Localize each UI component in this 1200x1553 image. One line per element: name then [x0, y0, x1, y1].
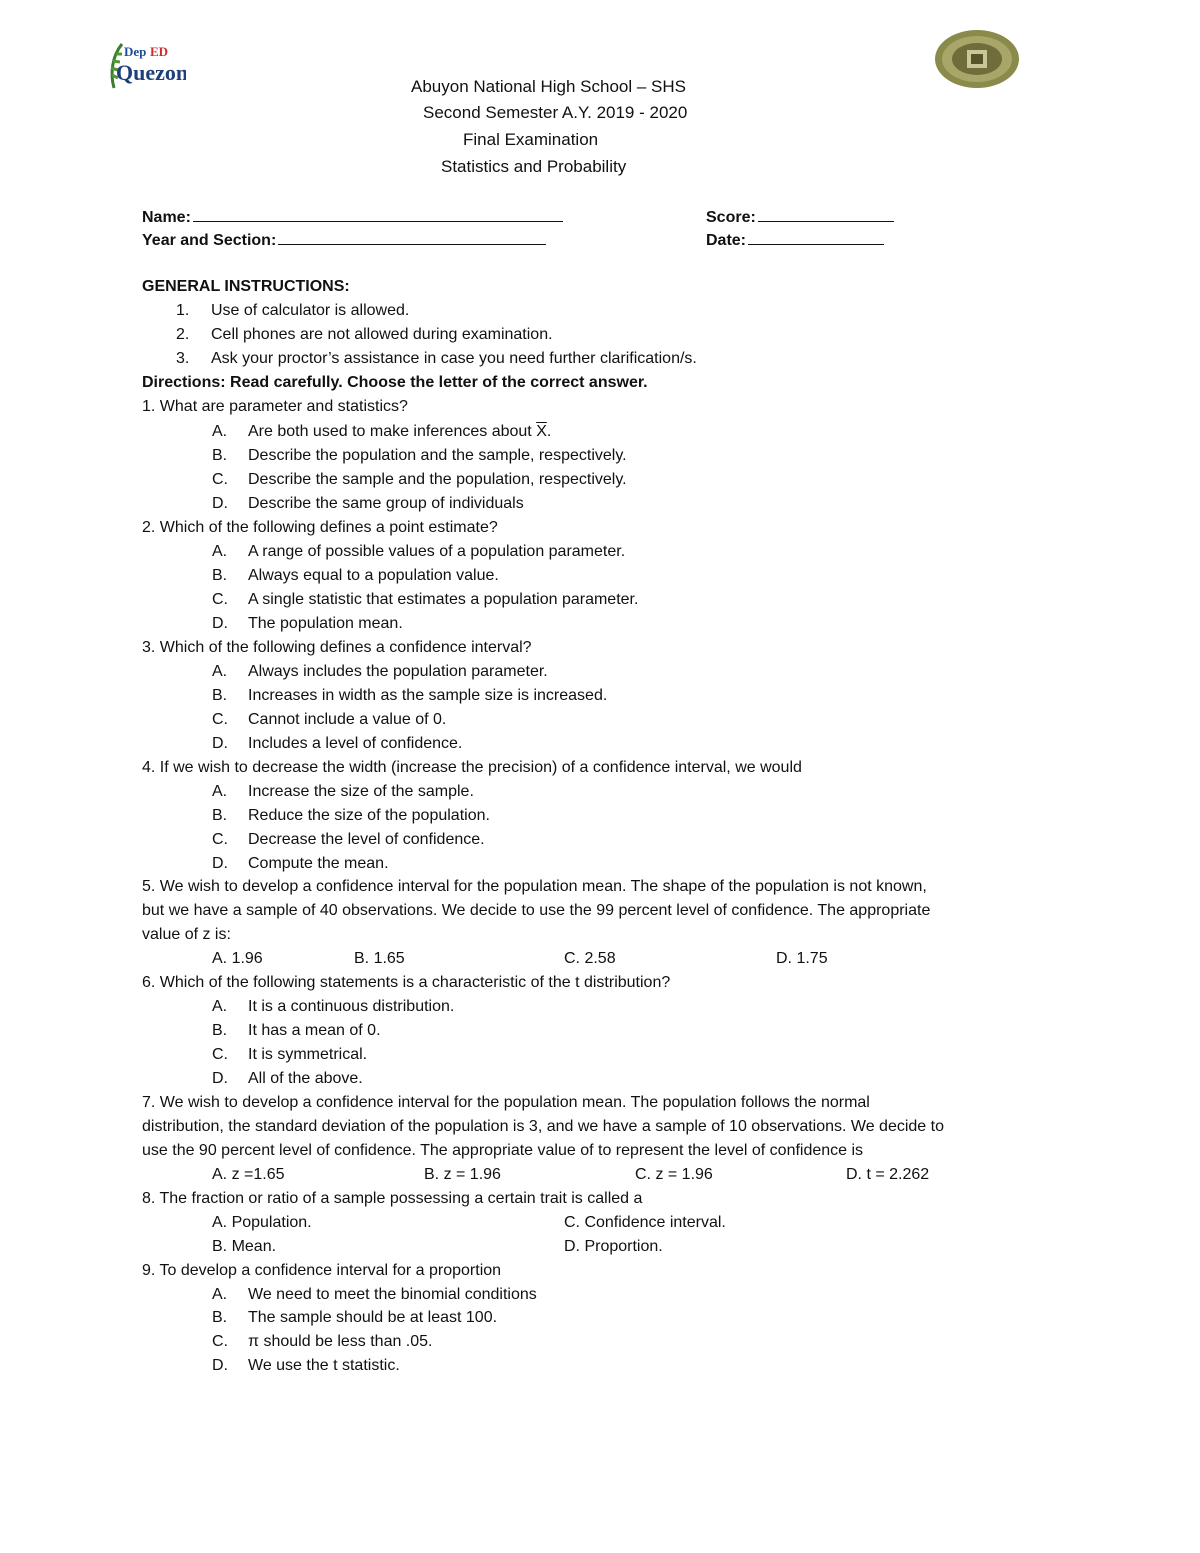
score-blank[interactable]	[758, 205, 894, 222]
inline-choice[interactable]: D. t = 2.262	[846, 1166, 930, 1183]
school-seal-logo	[933, 28, 1021, 90]
choice-item[interactable]: C. A single statistic that estimates a population parameter.	[212, 591, 639, 608]
instruction-item: 1. Use of calculator is allowed.	[176, 302, 410, 319]
score-field[interactable]	[706, 205, 894, 229]
inline-choice[interactable]: A. z =1.65	[212, 1166, 285, 1183]
choice-item[interactable]: B. Increases in width as the sample size is increased.	[212, 687, 608, 704]
choice-item[interactable]: A. Always includes the population parameter.	[212, 663, 548, 680]
instruction-item: 2. Cell phones are not allowed during examination.	[176, 326, 553, 343]
question-stem-line: use the 90 percent level of confidence. The appropriate value of to represent the level of confidence is	[142, 1142, 864, 1159]
year-section-field[interactable]	[142, 228, 546, 252]
grid-choice[interactable]: B. Mean.	[212, 1238, 277, 1255]
choice-item[interactable]: D. Includes a level of confidence.	[212, 735, 463, 752]
name-field[interactable]	[142, 205, 563, 229]
year-section-label: Year and Section:	[142, 232, 277, 249]
grid-choice[interactable]: A. Population.	[212, 1214, 312, 1231]
inline-choice[interactable]: C. 2.58	[564, 950, 616, 967]
directions: Directions: Read carefully. Choose the letter of the correct answer.	[142, 374, 648, 391]
choice-item[interactable]: B. Always equal to a population value.	[212, 567, 499, 584]
choice-item[interactable]: C. Describe the sample and the population, respectively.	[212, 471, 627, 488]
inline-choice[interactable]: C. z = 1.96	[635, 1166, 713, 1183]
choice-item[interactable]: D. All of the above.	[212, 1070, 363, 1087]
instructions-title: GENERAL INSTRUCTIONS:	[142, 278, 350, 295]
choice-item[interactable]: A. A range of possible values of a population parameter.	[212, 543, 626, 560]
question-stem-line: 7. We wish to develop a confidence interval for the population mean. The population follows the normal	[142, 1094, 870, 1111]
name-label: Name:	[142, 209, 191, 226]
exam-title: Final Examination	[463, 130, 599, 149]
inline-choice[interactable]: B. z = 1.96	[424, 1166, 501, 1183]
inline-choice[interactable]: B. 1.65	[354, 950, 405, 967]
x-bar-symbol: $\overline{X}$	[536, 423, 547, 440]
choice-item[interactable]: D. The population mean.	[212, 615, 403, 632]
choice-item[interactable]: B. The sample should be at least 100.	[212, 1309, 498, 1326]
date-label: Date:	[706, 232, 747, 249]
question-stem: 4. If we wish to decrease the width (increase the precision) of a confidence interval, we would	[142, 759, 802, 776]
question-stem: 3. Which of the following defines a confidence interval?	[142, 639, 532, 656]
choice-item[interactable]: A. It is a continuous distribution.	[212, 998, 455, 1015]
choice-item[interactable]: B. It has a mean of 0.	[212, 1022, 381, 1039]
question-stem: 8. The fraction or ratio of a sample possessing a certain trait is called a	[142, 1190, 643, 1207]
question-stem: 6. Which of the following statements is a characteristic of the t distribution?	[142, 974, 671, 991]
semester-line: Second Semester A.Y. 2019 - 2020	[423, 103, 688, 122]
score-label: Score:	[706, 209, 756, 226]
name-blank[interactable]	[193, 205, 563, 222]
grid-choice[interactable]: C. Confidence interval.	[564, 1214, 726, 1231]
choice-item[interactable]: A. Are both used to make inferences about $\overline{X}$.	[212, 423, 552, 440]
question-stem-line: but we have a sample of 40 observations. We decide to use the 99 percent level of confidence. The appropriate	[142, 902, 931, 919]
year-section-blank[interactable]	[278, 228, 546, 245]
subject-title: Statistics and Probability	[441, 157, 627, 176]
school-name: Abuyon National High School – SHS	[411, 77, 686, 96]
choice-item[interactable]: B. Reduce the size of the population.	[212, 807, 490, 824]
choice-item[interactable]: C. Decrease the level of confidence.	[212, 831, 485, 848]
deped-quezon-logo	[108, 38, 186, 94]
choice-item[interactable]: A. Increase the size of the sample.	[212, 783, 474, 800]
grid-choice[interactable]: D. Proportion.	[564, 1238, 663, 1255]
choice-item[interactable]: A. We need to meet the binomial conditions	[212, 1286, 537, 1303]
date-blank[interactable]	[748, 228, 884, 245]
inline-choice[interactable]: D. 1.75	[776, 950, 828, 967]
choice-item[interactable]: C. π should be less than .05.	[212, 1333, 433, 1350]
choice-item[interactable]: C. It is symmetrical.	[212, 1046, 368, 1063]
choice-item[interactable]: D. Describe the same group of individuals	[212, 495, 524, 512]
question-stem: 9. To develop a confidence interval for a proportion	[142, 1262, 502, 1279]
svg-text:ED: ED	[150, 44, 169, 59]
choice-item[interactable]: C. Cannot include a value of 0.	[212, 711, 447, 728]
instruction-item: 3. Ask your proctor’s assistance in case you need further clarification/s.	[176, 350, 697, 367]
question-stem-line: value of z is:	[142, 926, 231, 943]
choice-item[interactable]: B. Describe the population and the sample, respectively.	[212, 447, 627, 464]
question-stem-line: 5. We wish to develop a confidence interval for the population mean. The shape of the population is not known,	[142, 878, 927, 895]
inline-choice[interactable]: A. 1.96	[212, 950, 263, 967]
question-stem: 1. What are parameter and statistics?	[142, 398, 408, 415]
svg-text:Quezon: Quezon	[116, 60, 186, 85]
date-field[interactable]	[706, 228, 884, 252]
choice-item[interactable]: D. Compute the mean.	[212, 855, 389, 872]
choice-item[interactable]: D. We use the t statistic.	[212, 1357, 400, 1374]
svg-text:Dep: Dep	[124, 44, 147, 59]
question-stem: 2. Which of the following defines a point estimate?	[142, 519, 498, 536]
question-stem-line: distribution, the standard deviation of the population is 3, and we have a sample of 10 observations. We decide to	[142, 1118, 944, 1135]
